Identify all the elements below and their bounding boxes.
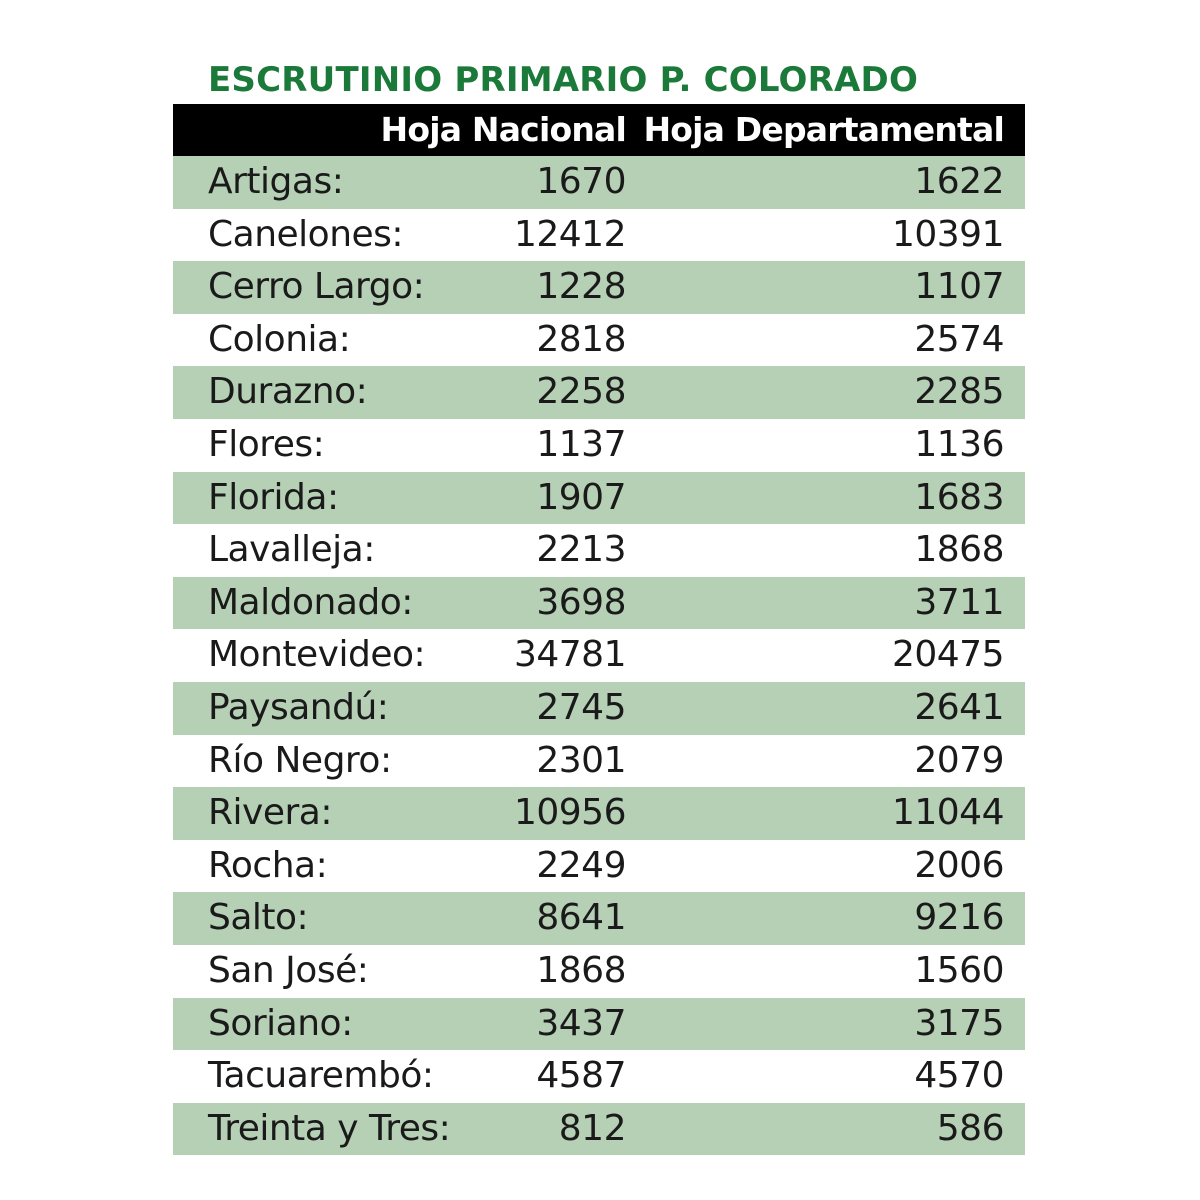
- departamento-cell: Lavalleja:: [208, 529, 375, 571]
- departamento-cell: Cerro Largo:: [208, 266, 425, 308]
- table-row: [173, 472, 1025, 525]
- hoja-nacional-cell: 4587: [536, 1055, 626, 1097]
- hoja-departamental-cell: 1107: [914, 266, 1004, 308]
- departamento-cell: Rocha:: [208, 844, 328, 886]
- table-row: [173, 682, 1025, 735]
- departamento-cell: Artigas:: [208, 161, 344, 202]
- departamento-cell: Treinta y Tres:: [208, 1107, 451, 1149]
- departamento-cell: Salto:: [208, 897, 309, 939]
- table-row: [173, 998, 1025, 1051]
- departamento-cell: Flores:: [208, 423, 325, 465]
- hoja-nacional-cell: 3698: [536, 581, 626, 623]
- hoja-nacional-cell: 1868: [536, 949, 626, 991]
- hoja-departamental-cell: 10391: [891, 213, 1004, 255]
- hoja-nacional-cell: 1137: [536, 423, 626, 465]
- hoja-nacional-cell: 8641: [536, 897, 626, 939]
- hoja-departamental-cell: 9216: [914, 897, 1004, 939]
- table-row: [173, 787, 1025, 840]
- hoja-departamental-cell: 1622: [914, 161, 1004, 202]
- table-row: [173, 524, 1025, 577]
- hoja-nacional-cell: 1228: [536, 266, 626, 308]
- hoja-departamental-cell: 2574: [914, 318, 1004, 360]
- hoja-departamental-cell: 2641: [914, 686, 1004, 728]
- table-row: [173, 314, 1025, 367]
- hoja-departamental-cell: 2285: [914, 371, 1004, 413]
- hoja-nacional-cell: 2213: [536, 529, 626, 571]
- header-hoja-departamental: Hoja Departamental: [643, 110, 1004, 149]
- hoja-nacional-cell: 2258: [536, 371, 626, 413]
- results-table: [173, 104, 1025, 1155]
- table-row: [173, 577, 1025, 630]
- table-row: [173, 419, 1025, 472]
- table-header: [173, 104, 1025, 156]
- departamento-cell: Maldonado:: [208, 581, 413, 623]
- table-body: [173, 156, 1025, 1155]
- hoja-departamental-cell: 3175: [914, 1002, 1004, 1044]
- hoja-nacional-cell: 812: [558, 1107, 626, 1149]
- hoja-nacional-cell: 2301: [536, 739, 626, 781]
- departamento-cell: San José:: [208, 949, 369, 991]
- hoja-nacional-cell: 2745: [536, 686, 626, 728]
- table-row: [173, 629, 1025, 682]
- hoja-nacional-cell: 10956: [513, 792, 626, 834]
- hoja-departamental-cell: 1560: [914, 949, 1004, 991]
- departamento-cell: Colonia:: [208, 318, 351, 360]
- hoja-departamental-cell: 2079: [914, 739, 1004, 781]
- hoja-nacional-cell: 2249: [536, 844, 626, 886]
- hoja-departamental-cell: 1868: [914, 529, 1004, 571]
- hoja-nacional-cell: 1670: [536, 161, 626, 202]
- hoja-departamental-cell: 3711: [914, 581, 1004, 623]
- hoja-nacional-cell: 3437: [536, 1002, 626, 1044]
- hoja-nacional-cell: 2818: [536, 318, 626, 360]
- table-row: [173, 366, 1025, 419]
- table-row: [173, 840, 1025, 893]
- hoja-departamental-cell: 1683: [914, 476, 1004, 518]
- table-row: [173, 945, 1025, 998]
- hoja-nacional-cell: 34781: [513, 634, 626, 676]
- table-row: [173, 261, 1025, 314]
- header-hoja-nacional: Hoja Nacional: [380, 110, 626, 149]
- departamento-cell: Tacuarembó:: [208, 1055, 434, 1097]
- hoja-departamental-cell: 4570: [914, 1055, 1004, 1097]
- table-row: [173, 1103, 1025, 1156]
- departamento-cell: Río Negro:: [208, 739, 392, 781]
- table-row: [173, 209, 1025, 262]
- hoja-nacional-cell: 1907: [536, 476, 626, 518]
- departamento-cell: Rivera:: [208, 792, 332, 834]
- departamento-cell: Florida:: [208, 476, 339, 518]
- table-title: ESCRUTINIO PRIMARIO P. COLORADO: [208, 60, 919, 100]
- hoja-departamental-cell: 586: [936, 1107, 1004, 1149]
- hoja-departamental-cell: 11044: [891, 792, 1004, 834]
- table-row: [173, 156, 1025, 209]
- table-row: [173, 1050, 1025, 1103]
- table-row: [173, 892, 1025, 945]
- departamento-cell: Soriano:: [208, 1002, 353, 1044]
- hoja-departamental-cell: 20475: [891, 634, 1004, 676]
- departamento-cell: Montevideo:: [208, 634, 426, 676]
- hoja-nacional-cell: 12412: [513, 213, 626, 255]
- departamento-cell: Paysandú:: [208, 686, 389, 728]
- departamento-cell: Durazno:: [208, 371, 368, 413]
- departamento-cell: Canelones:: [208, 213, 404, 255]
- hoja-departamental-cell: 2006: [914, 844, 1004, 886]
- hoja-departamental-cell: 1136: [914, 423, 1004, 465]
- table-row: [173, 735, 1025, 788]
